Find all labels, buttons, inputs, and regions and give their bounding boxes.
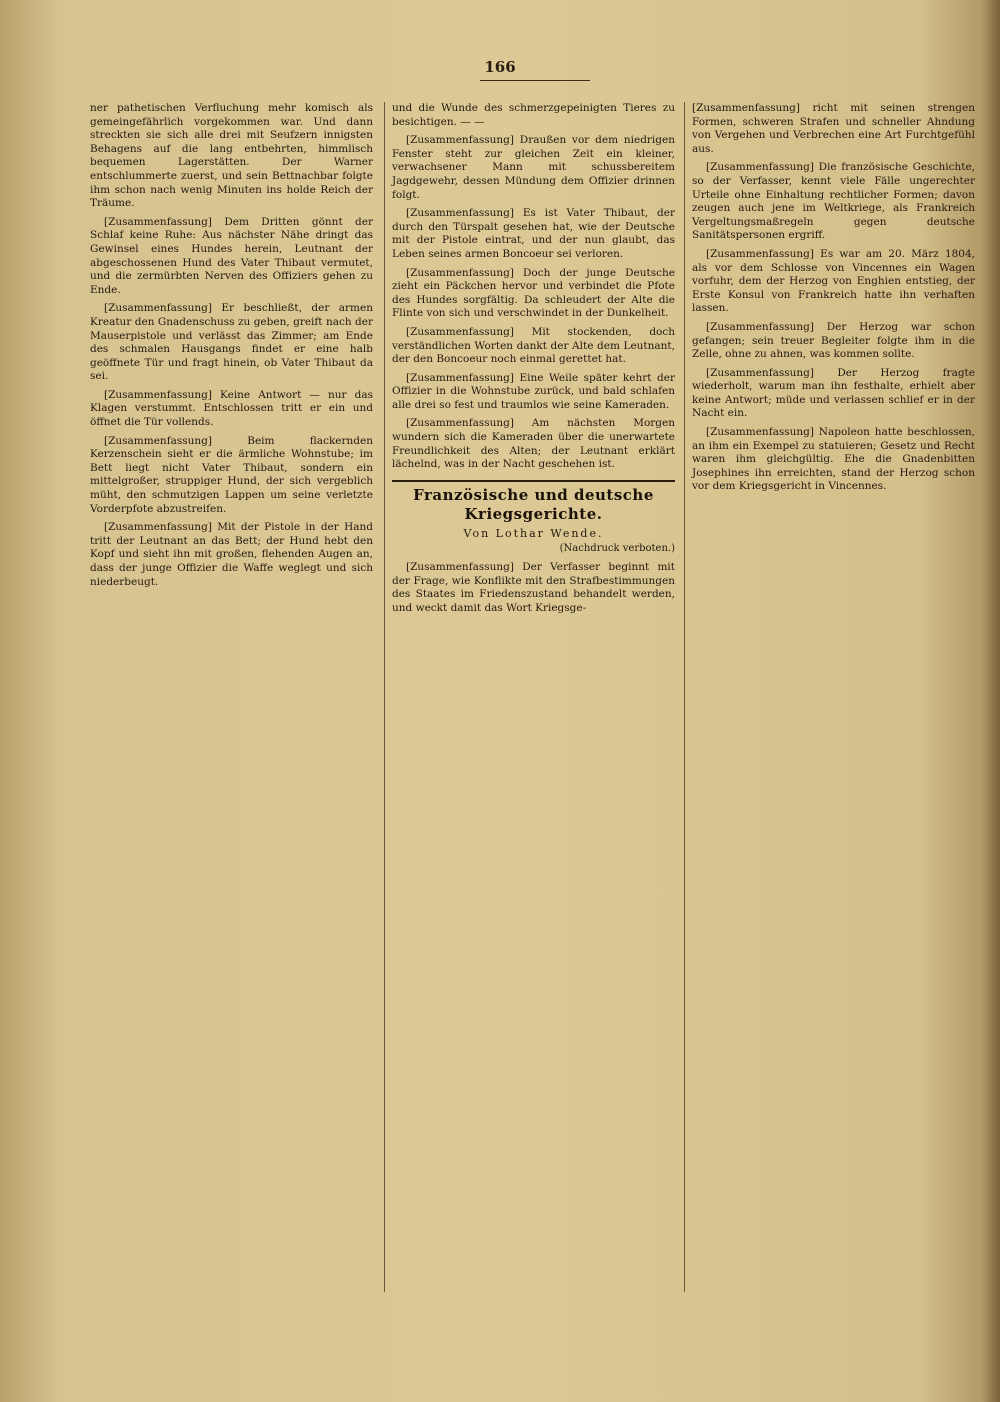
paragraph: [Zusammenfassung] Der Verfasser beginnt mit der Frage, wie Konflikte mit den Strafbestimmungen des Staates im Friedenszustand behandelt werden, und weckt damit das Wort Kriegsge-	[392, 561, 675, 614]
paragraph: [Zusammenfassung] Es war am 20. März 1804, als vor dem Schlosse von Vincennes ein Wagen vorfuhr, dem der Herzog von Enghien entstieg, der Erste Konsul von Frankreich hatte ihn verhaften lassen.	[692, 247, 975, 315]
article-byline: Von Lothar Wende.	[463, 526, 604, 540]
paragraph: [Zusammenfassung] richt mit seinen strengen Formen, schweren Strafen und schneller Ahndung von Vergehen und Verbrechen eine Art Furchtgefühl aus.	[692, 102, 975, 155]
paragraph: [Zusammenfassung] Der Herzog fragte wiederholt, warum man ihn festhalte, erhielt aber keine Antwort; müde und verlassen schlief er in der Nacht ein.	[692, 366, 975, 420]
paragraph: [Zusammenfassung] Die französische Geschichte, so der Verfasser, kennt viele Fälle ungerechter Urteile ohne Einhaltung rechtlicher Formen; davon zeugen auch jene im Weltkriege, als Frankreich Vergeltungsmaßregeln gegen deutsche Sanitätspersonen ergriff.	[692, 161, 975, 242]
paragraph: [Zusammenfassung] Keine Antwort — nur das Klagen verstummt. Entschlossen tritt er ein und öffnet die Tür vollends.	[90, 388, 373, 429]
paragraph: ner pathetischen Verfluchung mehr komisch als gemeingefährlich vorgekommen war. Und dann streckten sie sich alle drei mit Seufzern innigsten Behagens auf die lang entbehrten, himmlisch bequemen Lagerstätten. Der Warner entschlummerte zuerst, und sein Bettnachbar folgte ihm schon nach wenig Minuten ins holde Reich der Träume.	[90, 102, 373, 210]
paragraph: [Zusammenfassung] Mit stockenden, doch verständlichen Worten dankt der Alte dem Leutnant, der den Boncoeur noch einmal gerettet hat.	[392, 325, 675, 366]
paragraph: [Zusammenfassung] Draußen vor dem niedrigen Fenster steht zur gleichen Zeit ein kleiner, verwachsener Mann mit schussbereitem Jagdgewehr, dessen Mündung dem Offizier drinnen folgt.	[392, 134, 675, 201]
paragraph: [Zusammenfassung] Beim flackernden Kerzenschein sieht er die ärmliche Wohnstube; im Bett liegt nicht Vater Thibaut, sondern ein mittelgroßer, struppiger Hund, der sich vergeblich müht, den schmutzigen Lappen um seine verletzte Vorderpfote abzustreifen.	[90, 434, 373, 515]
paragraph: [Zusammenfassung] Er beschließt, der armen Kreatur den Gnadenschuss zu geben, greift nach der Mauserpistole und verlässt das Zimmer; am Ende des schmalen Hausgangs findet er eine halb geöffnete Tür und fragt hinein, ob Vater Thibaut da sei.	[90, 302, 373, 383]
column-2	[392, 102, 675, 1302]
header-rule	[480, 80, 590, 81]
paragraph: [Zusammenfassung] Dem Dritten gönnt der Schlaf keine Ruhe: Aus nächster Nähe dringt das Gewinsel eines Hundes herein, Leutnant der abgeschossenen Hund des Vater Thibaut vermutet, und die zermürbten Nerven des Offiziers gehen zu Ende.	[90, 215, 373, 296]
paragraph: und die Wunde des schmerzgepeinigten Tieres zu besichtigen. — —	[392, 102, 675, 128]
paragraph: [Zusammenfassung] Am nächsten Morgen wundern sich die Kameraden über die unerwartete Freundlichkeit des Alten; der Leutnant erklärt lächelnd, was in der Nacht geschehen ist.	[392, 417, 675, 471]
paragraph: [Zusammenfassung] Es ist Vater Thibaut, der durch den Türspalt gesehen hat, wie der Deutsche mit der Pistole eintrat, und der nun glaubt, das Leben seines armen Boncoeur sei verloren.	[392, 207, 675, 260]
column-divider	[384, 102, 385, 1292]
column-3	[692, 102, 975, 1302]
column-divider	[684, 102, 685, 1292]
page-edge-shadow	[982, 0, 1000, 1402]
page-number: 166	[484, 58, 516, 76]
paragraph: [Zusammenfassung] Der Herzog war schon gefangen; sein treuer Begleiter folgte ihm in die Zelle, ohne zu ahnen, was kommen sollte.	[692, 320, 975, 361]
paragraph: [Zusammenfassung] Eine Weile später kehrt der Offizier in die Wohnstube zurück, und bald schlafen alle drei so fest und traumlos wie seine Kameraden.	[392, 371, 675, 411]
paragraph: [Zusammenfassung] Mit der Pistole in der Hand tritt der Leutnant an das Bett; der Hund hebt den Kopf und sieht ihn mit großen, flehenden Augen an, dass der junge Offizier die Waffe weglegt und sich niederbeugt.	[90, 521, 373, 588]
reprint-note: (Nachdruck verboten.)	[559, 543, 675, 555]
paragraph: [Zusammenfassung] Doch der junge Deutsche zieht ein Päckchen hervor und verbindet die Pfote des Hundes sorgfältig. Da schleudert der Alte die Flinte von sich und verschwindet in der Dunkelheit.	[392, 266, 675, 320]
paragraph: [Zusammenfassung] Napoleon hatte beschlossen, an ihm ein Exempel zu statuieren; Gesetz und Recht waren ihm gleichgültig. Ehe die Gnadenbitten Josephines ihn erreichten, stand der Herzog schon vor dem Kriegsgericht in Vincennes.	[692, 426, 975, 493]
column-1	[90, 102, 373, 1302]
article-separator	[392, 480, 675, 482]
article-headline: Französische und deutsche Kriegsgerichte.	[413, 485, 654, 523]
